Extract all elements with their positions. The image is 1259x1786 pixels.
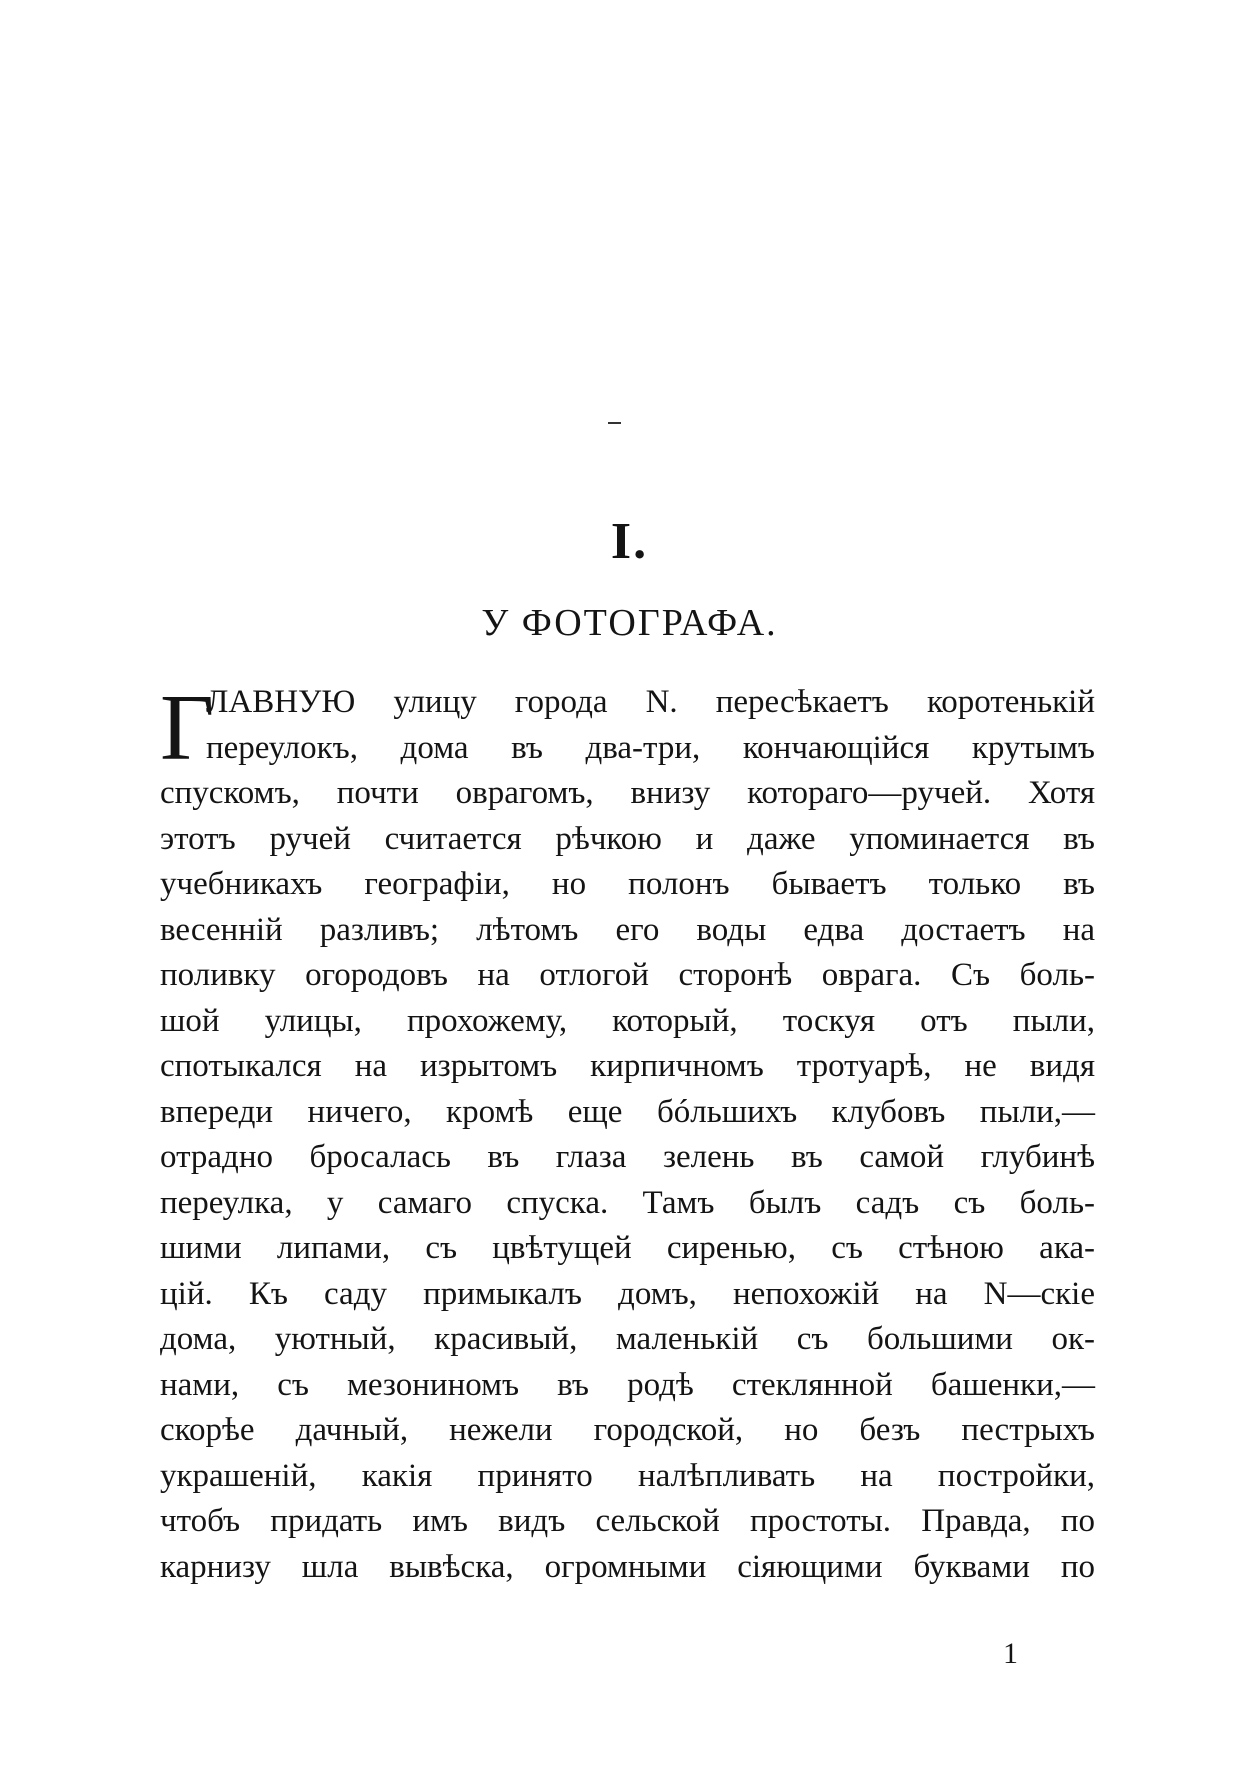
text-line: шой улицы, прохожему, который, тоскуя отъ пыли, [160, 1002, 1095, 1039]
text-line: ЛАВНУЮ улицу города N. пересѣкаетъ коротенькій [206, 684, 1095, 720]
text-line: учебникахъ географіи, но полонъ бываетъ только въ [160, 866, 1095, 902]
text-line: нами, съ мезониномъ въ родѣ стеклянной башенки,— [160, 1366, 1095, 1403]
drop-cap: Г [160, 676, 215, 780]
text-line: шими липами, съ цвѣтущей сиренью, съ стѣною ака- [160, 1230, 1095, 1266]
text-line: спотыкался на изрытомъ кирпичномъ тротуарѣ, не видя [160, 1048, 1095, 1084]
text-line: дома, уютный, красивый, маленькій съ большими ок- [160, 1321, 1095, 1357]
text-line: скорѣе дачный, нежели городской, но безъ пестрыхъ [160, 1412, 1095, 1448]
page-number: 1 [1003, 1637, 1018, 1670]
text-line: этотъ ручей считается рѣчкою и даже упоминается въ [160, 820, 1095, 857]
body-text [160, 676, 1095, 1590]
text-line: отрадно бросалась въ глаза зелень въ самой глубинѣ [160, 1139, 1095, 1175]
chapter-title: У ФОТОГРАФА. [481, 602, 778, 644]
text-line: чтобъ придать имъ видъ сельской простоты. Правда, по [160, 1503, 1095, 1539]
text-line: впереди ничего, кромѣ еще бóльшихъ клубовъ пыли,— [160, 1093, 1095, 1130]
chapter-number: I. [610, 513, 649, 570]
text-line: переулокъ, дома въ два-три, кончающійся крутымъ [206, 729, 1095, 766]
text-line: цій. Къ саду примыкалъ домъ, непохожій на N—скіе [160, 1275, 1095, 1312]
text-line: украшеній, какія принято налѣпливать на постройки, [160, 1457, 1095, 1494]
text-line: карнизу шла вывѣска, огромными сіяющими буквами по [160, 1548, 1095, 1585]
text-line: поливку огородовъ на отлогой сторонѣ оврага. Съ боль- [160, 957, 1095, 993]
text-line: спускомъ, почти оврагомъ, внизу котораго—ручей. Хотя [160, 775, 1095, 811]
dash-mark [608, 422, 621, 424]
text-line: весенній разливъ; лѣтомъ его воды едва достаетъ на [160, 911, 1095, 948]
text-line: переулка, у самаго спуска. Тамъ былъ садъ съ боль- [160, 1184, 1095, 1221]
